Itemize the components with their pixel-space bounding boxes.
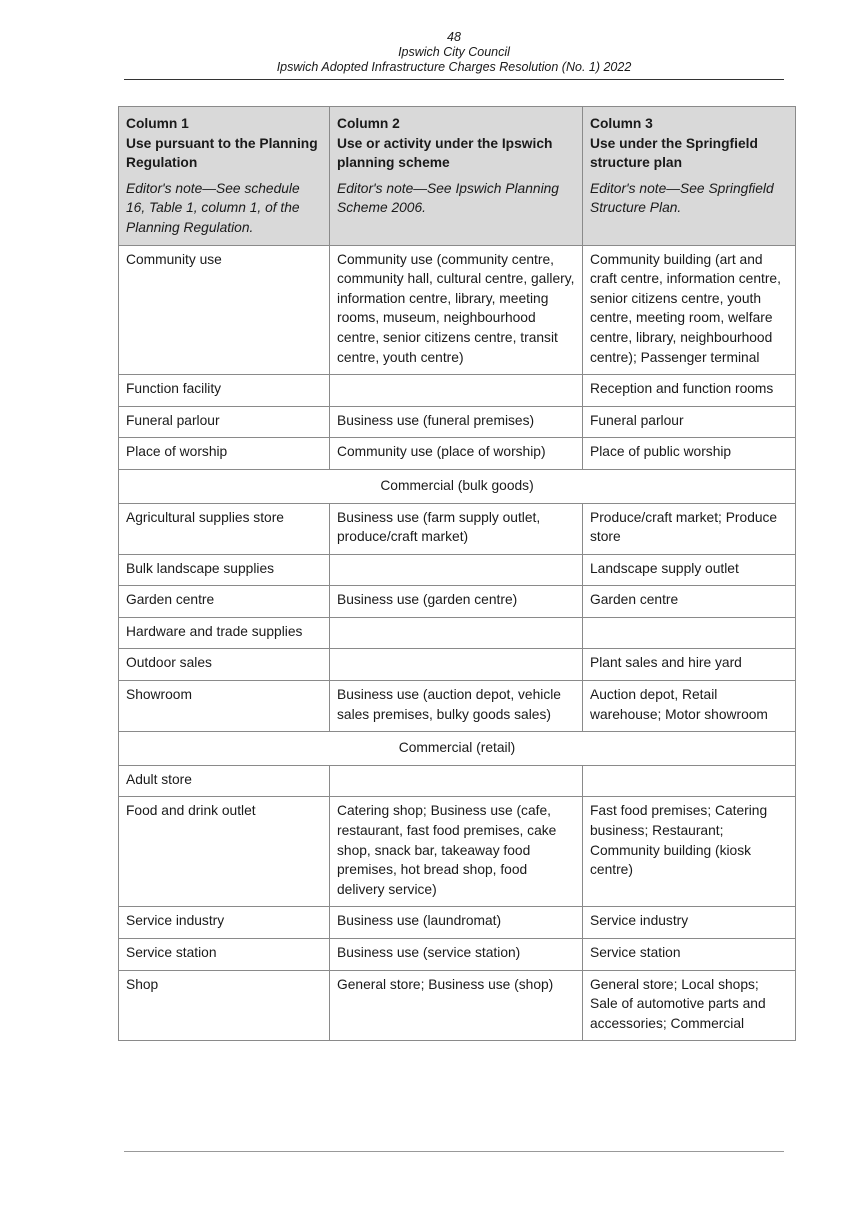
ipswich-use-cell: Community use (community centre, community hall, cultural centre, gallery, information centre, library, meeting rooms, museum, neighbourhood centre, senior citizens centre, transit centre, youth centre): [330, 245, 583, 375]
table-row: [119, 681, 796, 732]
footer-divider: [124, 1151, 784, 1152]
table-row: [119, 245, 796, 375]
editors-note: Editor's note—See schedule 16, Table 1, column 1, of the Planning Regulation.: [126, 180, 300, 235]
ipswich-use-cell: [330, 375, 583, 407]
ipswich-use-cell: Business use (funeral premises): [330, 406, 583, 438]
column-3-header: [583, 107, 796, 246]
column-title: Use under the Springfield structure plan: [590, 135, 758, 171]
springfield-use-cell: Community building (art and craft centre, information centre, senior citizens centre, youth centre, meeting room, welfare centre, library, neighbourhood centre); Passenger terminal: [583, 245, 796, 375]
table-row: [119, 586, 796, 618]
springfield-use-cell: Landscape supply outlet: [583, 554, 796, 586]
table-row: [119, 503, 796, 554]
table-row: [119, 554, 796, 586]
table-row: [119, 438, 796, 470]
use-cell: Place of worship: [119, 438, 330, 470]
use-cell: Community use: [119, 245, 330, 375]
section-heading: Commercial (bulk goods): [119, 469, 796, 503]
use-cell: Bulk landscape supplies: [119, 554, 330, 586]
springfield-use-cell: [583, 617, 796, 649]
ipswich-use-cell: [330, 554, 583, 586]
use-cell: Food and drink outlet: [119, 797, 330, 907]
springfield-use-cell: Service industry: [583, 907, 796, 939]
ipswich-use-cell: [330, 765, 583, 797]
use-cell: Service station: [119, 939, 330, 971]
ipswich-use-cell: Business use (farm supply outlet, produce/craft market): [330, 503, 583, 554]
section-heading: Commercial (retail): [119, 732, 796, 766]
table-row: [119, 375, 796, 407]
ipswich-use-cell: Business use (garden centre): [330, 586, 583, 618]
springfield-use-cell: Garden centre: [583, 586, 796, 618]
ipswich-use-cell: [330, 617, 583, 649]
editors-note: Editor's note—See Ipswich Planning Scheme 2006.: [337, 180, 559, 216]
page-number: 48: [447, 30, 461, 44]
ipswich-use-cell: Business use (laundromat): [330, 907, 583, 939]
ipswich-use-cell: [330, 649, 583, 681]
springfield-use-cell: Service station: [583, 939, 796, 971]
use-cell: Garden centre: [119, 586, 330, 618]
table-row: [119, 406, 796, 438]
column-heading: Column 1: [126, 116, 189, 131]
use-cell: Adult store: [119, 765, 330, 797]
springfield-use-cell: Place of public worship: [583, 438, 796, 470]
springfield-use-cell: Auction depot, Retail warehouse; Motor showroom: [583, 681, 796, 732]
section-heading-row: [119, 732, 796, 766]
use-cell: Funeral parlour: [119, 406, 330, 438]
document-title: Ipswich Adopted Infrastructure Charges Resolution (No. 1) 2022: [276, 60, 632, 74]
table-row: [119, 649, 796, 681]
use-cell: Hardware and trade supplies: [119, 617, 330, 649]
section-heading-row: [119, 469, 796, 503]
use-cell: Function facility: [119, 375, 330, 407]
ipswich-use-cell: Catering shop; Business use (cafe, restaurant, fast food premises, cake shop, snack bar, takeaway food premises, hot bread shop, food delivery service): [330, 797, 583, 907]
column-2-header: [330, 107, 583, 246]
table-row: [119, 939, 796, 971]
column-title: Use or activity under the Ipswich planning scheme: [337, 135, 553, 171]
springfield-use-cell: Reception and function rooms: [583, 375, 796, 407]
table-header-row: [119, 107, 796, 246]
ipswich-use-cell: Community use (place of worship): [330, 438, 583, 470]
column-1-header: [119, 107, 330, 246]
use-cell: Outdoor sales: [119, 649, 330, 681]
header-divider: [124, 79, 784, 80]
ipswich-use-cell: Business use (auction depot, vehicle sales premises, bulky goods sales): [330, 681, 583, 732]
table-row: [119, 765, 796, 797]
organisation-name: Ipswich City Council: [398, 45, 510, 59]
springfield-use-cell: General store; Local shops; Sale of automotive parts and accessories; Commercial: [583, 970, 796, 1041]
table-row: [119, 970, 796, 1041]
springfield-use-cell: [583, 765, 796, 797]
use-cell: Showroom: [119, 681, 330, 732]
use-cell: Shop: [119, 970, 330, 1041]
springfield-use-cell: Produce/craft market; Produce store: [583, 503, 796, 554]
springfield-use-cell: Funeral parlour: [583, 406, 796, 438]
editors-note: Editor's note—See Springfield Structure Plan.: [590, 180, 774, 216]
table-row: [119, 797, 796, 907]
use-cell: Agricultural supplies store: [119, 503, 330, 554]
ipswich-use-cell: Business use (service station): [330, 939, 583, 971]
springfield-use-cell: Plant sales and hire yard: [583, 649, 796, 681]
table-row: [119, 617, 796, 649]
column-heading: Column 2: [337, 116, 400, 131]
table-row: [119, 907, 796, 939]
ipswich-use-cell: General store; Business use (shop): [330, 970, 583, 1041]
use-cell: Service industry: [119, 907, 330, 939]
column-title: Use pursuant to the Planning Regulation: [126, 135, 318, 171]
column-heading: Column 3: [590, 116, 653, 131]
use-classification-table: [118, 106, 796, 1041]
page-header: [124, 30, 784, 75]
springfield-use-cell: Fast food premises; Catering business; Restaurant; Community building (kiosk centre): [583, 797, 796, 907]
